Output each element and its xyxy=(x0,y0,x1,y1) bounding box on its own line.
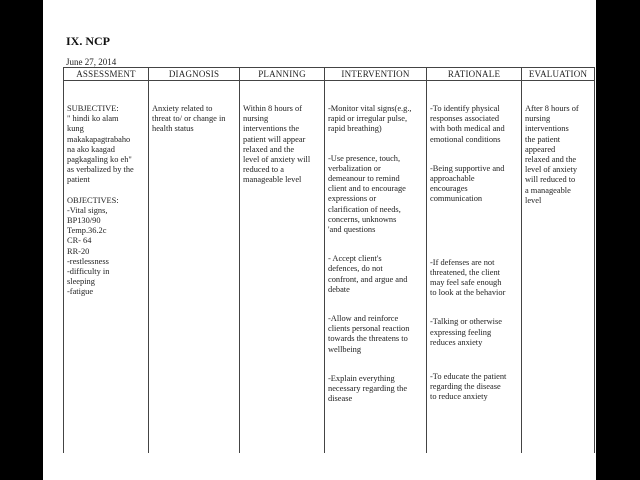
evaluation-line: the patient xyxy=(525,134,561,144)
rationale-line: encourages xyxy=(430,184,468,194)
rationale-line: may feel safe enough xyxy=(430,278,502,288)
intervention-line: -Monitor vital signs(e.g., xyxy=(328,104,412,113)
evaluation-line: a manageable xyxy=(525,185,571,195)
table-row xyxy=(64,81,595,454)
evaluation-line: After 8 hours of xyxy=(525,104,579,113)
assessment-cell xyxy=(64,81,149,454)
intervention-line: -Allow and reinforce xyxy=(328,314,399,324)
rationale-line: -Being supportive and xyxy=(430,163,505,173)
rationale-line: reduces anxiety xyxy=(430,337,483,347)
rationale-line: communication xyxy=(430,194,483,204)
subjective-line: makakapagtrabaho xyxy=(67,134,131,144)
rationale-cell xyxy=(427,81,522,454)
intervention-line: necessary regarding the xyxy=(328,384,408,394)
rationale-line: regarding the disease xyxy=(430,382,501,392)
intervention-line: wellbeing xyxy=(328,344,362,354)
objective-line: RR-20 xyxy=(67,246,90,256)
planning-line: relaxed and the xyxy=(243,144,295,154)
ncp-table xyxy=(63,67,595,453)
evaluation-line: appeared xyxy=(525,144,556,154)
intervention-line: clients personal reaction xyxy=(328,324,410,334)
intervention-line: 'and questions xyxy=(328,225,376,235)
rationale-line: -To identify physical xyxy=(430,104,500,113)
rationale-line: expressing feeling xyxy=(430,327,492,337)
planning-cell xyxy=(240,81,325,454)
planning-line: interventions the xyxy=(243,124,300,134)
intervention-line: -Explain everything xyxy=(328,373,395,383)
intervention-line: expressions or xyxy=(328,194,377,204)
header-rationale: RATIONALE xyxy=(427,68,522,81)
intervention-line: client and to encourage xyxy=(328,184,406,194)
intervention-line: defences, do not xyxy=(328,264,383,274)
planning-line: patient will appear xyxy=(243,134,306,144)
header-evaluation: EVALUATION xyxy=(522,68,595,81)
rationale-line: with both medical and xyxy=(430,124,505,134)
rationale-line: approachable xyxy=(430,174,475,184)
planning-line: manageable level xyxy=(243,175,302,185)
objective-line: CR- 64 xyxy=(67,236,92,246)
intervention-line: concerns, unknowns xyxy=(328,214,397,224)
evaluation-line: will reduced to xyxy=(525,175,576,185)
planning-line: nursing xyxy=(243,114,269,124)
intervention-line: debate xyxy=(328,284,350,294)
subjective-line: kung xyxy=(67,124,84,134)
rationale-line: -Talking or otherwise xyxy=(430,317,502,327)
table-header-row xyxy=(64,68,595,81)
subjective-line: as verbalized by the xyxy=(67,165,134,175)
intervention-line: rapid or irregular pulse, xyxy=(328,114,408,124)
header-assessment: ASSESSMENT xyxy=(64,68,149,81)
rationale-line: -To educate the patient xyxy=(430,372,507,382)
header-intervention: INTERVENTION xyxy=(325,68,427,81)
subjective-line: " hindi ko alam xyxy=(67,114,119,124)
document-page xyxy=(43,0,596,480)
evaluation-line: interventions xyxy=(525,124,569,134)
objective-line: -difficulty in xyxy=(67,267,110,277)
planning-line: Within 8 hours of xyxy=(243,104,302,113)
intervention-line: disease xyxy=(328,394,353,404)
rationale-line: to look at the behavior xyxy=(430,288,506,298)
document-date: June 27, 2014 xyxy=(66,57,117,67)
intervention-line: -Use presence, touch, xyxy=(328,153,401,163)
intervention-line: - Accept client's xyxy=(328,254,382,264)
rationale-line: threatened, the client xyxy=(430,267,500,277)
intervention-line: towards the threatens to xyxy=(328,334,408,344)
planning-line: level of anxiety will xyxy=(243,155,311,165)
objective-line: Temp.36.2c xyxy=(67,226,107,236)
planning-line: reduced to a xyxy=(243,165,284,175)
evaluation-line: relaxed and the xyxy=(525,155,577,165)
objective-label: OBJECTIVES: xyxy=(67,195,119,205)
diagnosis-line: health status xyxy=(152,124,194,134)
diagnosis-cell xyxy=(149,81,240,454)
objective-line: BP130/90 xyxy=(67,216,101,226)
header-diagnosis: DIAGNOSIS xyxy=(149,68,240,81)
intervention-line: rapid breathing) xyxy=(328,124,382,134)
evaluation-line: level of anxiety xyxy=(525,165,578,175)
intervention-line: clarification of needs, xyxy=(328,204,401,214)
subjective-label: SUBJECTIVE: xyxy=(67,104,119,113)
header-planning: PLANNING xyxy=(240,68,325,81)
diagnosis-line: threat to/ or change in xyxy=(152,114,226,124)
document-title: IX. NCP xyxy=(66,34,110,48)
evaluation-line: nursing xyxy=(525,114,551,124)
evaluation-cell xyxy=(522,81,595,454)
intervention-cell xyxy=(325,81,427,454)
objective-line: sleeping xyxy=(67,277,95,287)
objective-line: -Vital signs, xyxy=(67,205,108,215)
intervention-line: demeanour to remind xyxy=(328,174,400,184)
subjective-line: na ako kaagad xyxy=(67,144,115,154)
subjective-line: patient xyxy=(67,175,90,185)
objective-line: -fatigue xyxy=(67,287,94,297)
rationale-line: -If defenses are not xyxy=(430,257,495,267)
evaluation-line: level xyxy=(525,195,542,205)
objective-line: -restlessness xyxy=(67,256,109,266)
intervention-line: verbalization or xyxy=(328,163,381,173)
intervention-line: confront, and argue and xyxy=(328,274,408,284)
subjective-line: pagkagaling ko eh" xyxy=(67,155,132,165)
rationale-line: to reduce anxiety xyxy=(430,392,488,402)
rationale-line: emotional conditions xyxy=(430,134,501,144)
rationale-line: responses associated xyxy=(430,114,500,124)
diagnosis-line: Anxiety related to xyxy=(152,104,213,113)
